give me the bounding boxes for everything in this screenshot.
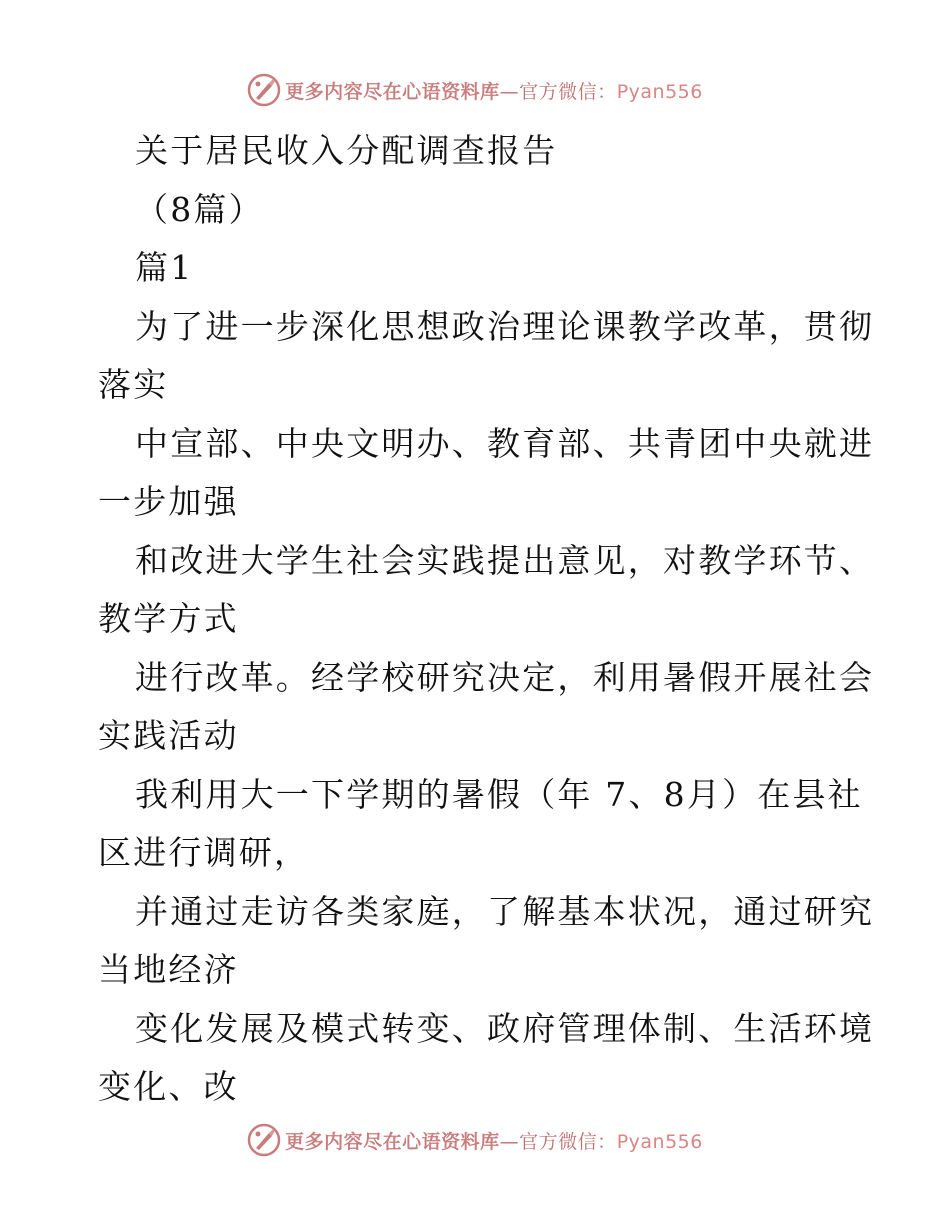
watermark-dash: — [499,1130,520,1153]
watermark-wechat-id: Pyan556 [616,80,703,103]
header-watermark [0,70,950,110]
section-heading: 篇1 [135,248,194,287]
text-line: 教学方式 [98,599,239,638]
text-line: 我利用大一下学期的暑假（年 7、8月）在县社 [135,774,863,814]
pen-seal-logo-icon [247,73,281,107]
text-line: 进行改革。经学校研究决定，利用暑假开展社会 [135,657,875,697]
document-title: 关于居民收入分配调查报告 [135,131,558,170]
watermark-brand: 更多内容尽在心语资料库 [285,1130,500,1153]
watermark-text [285,77,703,104]
text-line: 并通过走访各类家庭，了解基本状况，通过研究 [135,891,875,931]
text-line: 中宣部、中央文明办、教育部、共青团中央就进 [135,423,875,463]
text-line: 当地经济 [98,950,239,989]
text-line: 落实 [98,365,169,404]
pen-seal-logo-icon [247,1123,281,1157]
text-line: 实践活动 [98,716,239,755]
paragraph [98,298,875,1117]
text-line: 变化、改 [98,1067,239,1106]
text-line: 和改进大学生社会实践提出意见，对教学环节、 [135,540,875,580]
footer-watermark [0,1120,950,1160]
document-body [98,122,875,1117]
text-line: 一步加强 [98,482,239,521]
text-line: 区进行调研， [98,833,310,872]
watermark-wechat-label: 官方微信： [519,1130,617,1153]
watermark-wechat-label: 官方微信： [519,80,617,103]
document-count: （8篇） [135,189,264,229]
watermark-wechat-id: Pyan556 [616,1130,703,1153]
watermark-dash: — [499,80,520,103]
watermark-brand: 更多内容尽在心语资料库 [285,80,500,103]
watermark-text [285,1127,703,1154]
text-line: 为了进一步深化思想政治理论课教学改革，贯彻 [135,306,875,346]
text-line: 变化发展及模式转变、政府管理体制、生活环境 [135,1008,875,1048]
